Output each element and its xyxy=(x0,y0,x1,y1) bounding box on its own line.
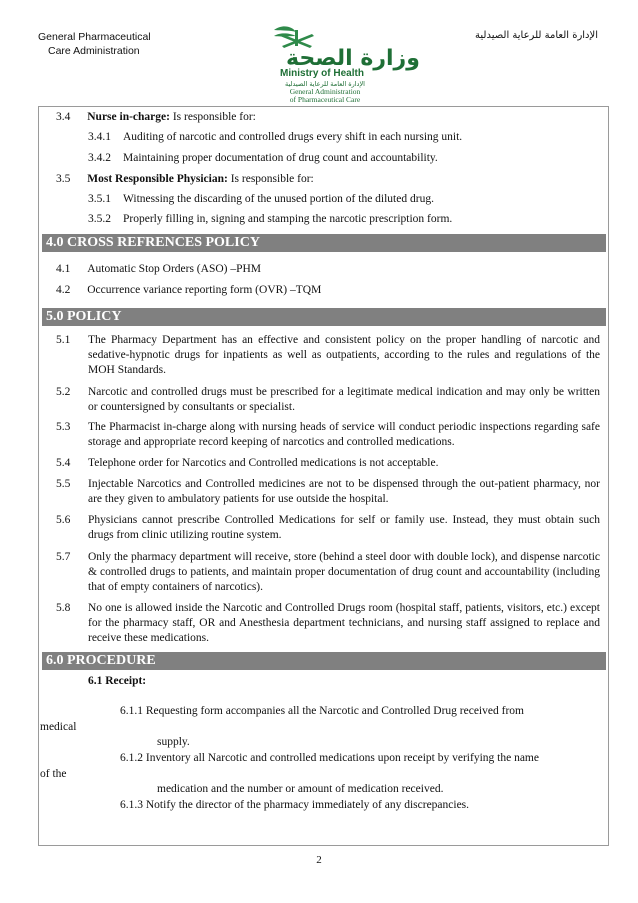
item-5-1-text: The Pharmacy Department has an effective and consistent policy on the proper handling of narcotic and sedative-hypnotic drugs for inpatients as well as outpatients, according to the rules and regulations of the MOH Standards. xyxy=(88,334,600,376)
item-number: 3.4.2 xyxy=(88,152,111,164)
item-text: Properly filling in, signing and stamping the narcotic prescription form. xyxy=(123,213,453,225)
item-3-5 xyxy=(56,172,314,187)
item-number: 3.5.2 xyxy=(88,213,111,225)
item-5-6-text: Physicians cannot prescribe Controlled Medications for self or family use. Instead, they must obtain such drugs from clinic utilizing routine system. xyxy=(88,514,600,541)
item-text: Auditing of narcotic and controlled drugs every shift in each nursing unit. xyxy=(123,131,463,143)
logo-english-text: Ministry of Health xyxy=(280,68,364,79)
item-5-7-text: Only the pharmacy department will receive, store (behind a steel door with double lock), and dispense narcotic & controlled drugs to patients, and maintain proper documentation of drug count and accountability (including that of empty containers of narcotics). xyxy=(88,551,600,593)
item-text: Is responsible for: xyxy=(169,111,256,123)
logo-arabic-text: وزارة الصحة xyxy=(286,46,420,71)
item-text: Maintaining proper documentation of drug count and accountability. xyxy=(123,152,438,164)
item-text: Witnessing the discarding of the unused portion of the diluted drug. xyxy=(123,193,434,205)
item-3-4-1 xyxy=(88,130,463,145)
item-number: 4.2 xyxy=(56,284,71,296)
item-title: Nurse in-charge: xyxy=(87,111,170,123)
item-5-1-number: 5.1 xyxy=(56,334,71,346)
item-6-1-label: 6.1 Receipt: xyxy=(88,675,147,687)
item-5-3-number: 5.3 xyxy=(56,421,71,433)
item-3-5-1 xyxy=(88,192,434,207)
logo-sub-arabic: الإدارة العامة للرعاية الصيدلية xyxy=(285,80,365,88)
item-6-1-3: 6.1.3 Notify the director of the pharmacy immediately of any discrepancies. xyxy=(120,799,470,811)
org-line-2: Care Administration xyxy=(48,45,140,57)
item-5-2-number: 5.2 xyxy=(56,386,71,398)
item-6-1-2-line2: of the xyxy=(40,768,67,780)
item-text: Is responsible for: xyxy=(227,173,314,185)
header-org xyxy=(38,30,151,58)
item-5-8-number: 5.8 xyxy=(56,602,71,614)
item-6-1-1-line3: supply. xyxy=(157,736,190,748)
item-number: 4.1 xyxy=(56,263,71,275)
item-5-2-text: Narcotic and controlled drugs must be prescribed for a legitimate medical indication and may only be written or countersigned by consultants or specialist. xyxy=(88,386,600,413)
logo-subtitle xyxy=(270,80,380,104)
item-number: 3.5 xyxy=(56,173,71,185)
item-5-4-text: Telephone order for Narcotics and Controlled medications is not acceptable. xyxy=(88,457,439,469)
item-number: 3.4.1 xyxy=(88,131,111,143)
item-5-4-number: 5.4 xyxy=(56,457,71,469)
item-6-1-2-line3: medication and the number or amount of medication received. xyxy=(157,783,444,795)
item-3-4 xyxy=(56,110,256,125)
item-title: Most Responsible Physician: xyxy=(87,173,228,185)
logo-sub-en-1: General Administration xyxy=(289,87,361,96)
item-5-5-number: 5.5 xyxy=(56,478,71,490)
section-heading-5: 5.0 POLICY xyxy=(42,308,606,326)
item-number: 3.5.1 xyxy=(88,193,111,205)
item-number: 3.4 xyxy=(56,111,71,123)
item-5-3-text: The Pharmacist in-charge along with nursing heads of service will conduct periodic inspections regarding safe storage and appropriate record keeping of narcotics and controlled medications. xyxy=(88,421,600,448)
item-6-1-2-line1: 6.1.2 Inventory all Narcotic and controlled medications upon receipt by verifying the name xyxy=(120,752,539,764)
item-text: Occurrence variance reporting form (OVR) –TQM xyxy=(87,284,322,296)
header-arabic-title: الإدارة العامة للرعاية الصيدلية xyxy=(475,30,598,41)
item-3-5-2 xyxy=(88,212,453,227)
section-heading-4: 4.0 CROSS REFRENCES POLICY xyxy=(42,234,606,252)
section-heading-6: 6.0 PROCEDURE xyxy=(42,652,606,670)
logo-sub-en-2: of Pharmaceutical Care xyxy=(289,95,361,104)
item-6-1-1-line2: medical xyxy=(40,721,77,733)
item-3-4-2 xyxy=(88,151,438,166)
item-5-8-text: No one is allowed inside the Narcotic and Controlled Drugs room (hospital staff, patients, visitors, etc.) except for the pharmacy staff, OR and Anesthesia department technicians, and nursing staff assigned to replace and receive these medications. xyxy=(88,602,600,644)
item-6-1-1-line1: 6.1.1 Requesting form accompanies all the Narcotic and Controlled Drug received from xyxy=(120,705,524,717)
item-5-6-number: 5.6 xyxy=(56,514,71,526)
item-5-7-number: 5.7 xyxy=(56,551,71,563)
item-4-2 xyxy=(56,283,321,298)
page-number: 2 xyxy=(316,854,322,866)
item-5-5-text: Injectable Narcotics and Controlled medicines are not to be dispensed through the out-patient pharmacy, nor are they given to ambulatory patients for use outside the hospital. xyxy=(88,478,600,505)
item-text: Automatic Stop Orders (ASO) –PHM xyxy=(87,263,262,275)
org-line-1: General Pharmaceutical xyxy=(38,31,151,43)
item-4-1 xyxy=(56,262,261,277)
